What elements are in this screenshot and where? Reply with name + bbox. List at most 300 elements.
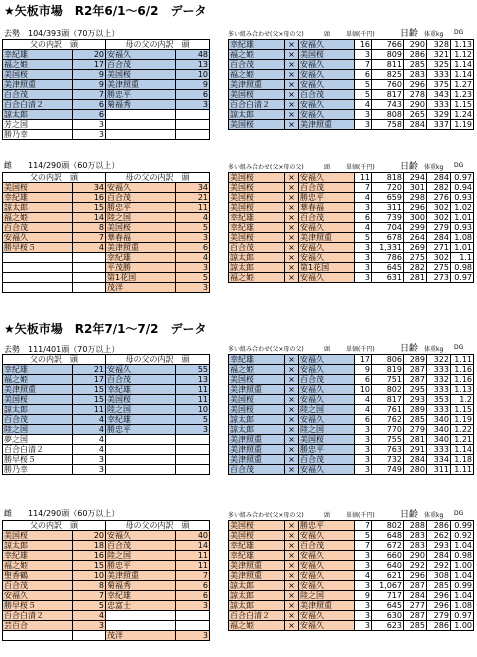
- dam-sire-count: 10: [176, 70, 210, 80]
- dam-sire-name: 陸之国: [106, 551, 176, 561]
- combination-table: [228, 520, 474, 631]
- dam-sire-name: 安福久: [299, 273, 355, 283]
- cross-mark: ×: [285, 375, 299, 385]
- dam-sire-count: 34: [176, 183, 210, 193]
- dam-sire-count: 10: [176, 405, 210, 415]
- sire-count: 16: [73, 551, 106, 561]
- unit-price: 802: [372, 385, 404, 395]
- combo-row: [229, 263, 474, 273]
- sire-count: 6: [73, 110, 106, 120]
- dam-sire-name: 安福久: [299, 355, 355, 365]
- cross-mark: ×: [285, 355, 299, 365]
- sire-name: 美国桜: [229, 521, 285, 531]
- cross-mark: ×: [285, 621, 299, 631]
- cross-mark: ×: [285, 70, 299, 80]
- unit-price: 645: [372, 601, 404, 611]
- dam-sire-name: 美津照重: [106, 243, 176, 253]
- dam-sire-name: 安福久: [299, 611, 355, 621]
- cross-mark: ×: [285, 611, 299, 621]
- daily-gain: 1.23: [451, 90, 474, 100]
- dam-sire-count: 3: [176, 425, 210, 435]
- daily-gain: 1.21: [451, 435, 474, 445]
- combo-row: [229, 193, 474, 203]
- dam-sire-count: 6: [176, 591, 210, 601]
- combo-row: [229, 110, 474, 120]
- unit-price: 749: [372, 465, 404, 475]
- daily-gain: 1.13: [451, 40, 474, 50]
- days-label: 日齢: [400, 162, 419, 172]
- unit-price: 672: [372, 541, 404, 551]
- head-count: 4: [355, 100, 372, 110]
- age-days: 291: [404, 445, 427, 455]
- cross-mark: ×: [285, 50, 299, 60]
- combo-label: 多い組み合わせ(父×母の父): [228, 31, 304, 38]
- dam-sire-name: 安福久: [299, 395, 355, 405]
- sire-name: 幸紀雄: [3, 193, 73, 203]
- dam-sire-header: 母の父の内訳 頭: [106, 173, 210, 183]
- dam-sire-count: [176, 455, 210, 465]
- cross-mark: ×: [285, 243, 299, 253]
- dam-sire-count: 3: [176, 100, 210, 110]
- unit-price: 631: [372, 273, 404, 283]
- dam-sire-name: 安福久: [299, 561, 355, 571]
- cross-mark: ×: [285, 465, 299, 475]
- combo-row: [229, 213, 474, 223]
- sire-name: 美国桜: [3, 531, 73, 541]
- head-count: 3: [355, 445, 372, 455]
- combo-row: [229, 203, 474, 213]
- sire-name: 幸紀雄: [3, 365, 73, 375]
- head-count: 4: [355, 405, 372, 415]
- weight-kg: 333: [427, 70, 451, 80]
- daily-gain: 1.01: [451, 243, 474, 253]
- combo-row: [229, 90, 474, 100]
- table-row: [3, 611, 210, 621]
- table-row: [3, 283, 210, 293]
- weight-kg: 286: [427, 521, 451, 531]
- cross-mark: ×: [285, 273, 299, 283]
- cross-mark: ×: [285, 531, 299, 541]
- unit-price: 758: [372, 120, 404, 130]
- unit-price: 786: [372, 253, 404, 263]
- age-days: 280: [404, 465, 427, 475]
- price-label: 単価(千円): [346, 31, 375, 38]
- dam-sire-name: [106, 120, 176, 130]
- head-count: 9: [355, 365, 372, 375]
- dam-sire-name: 安福久: [299, 581, 355, 591]
- age-days: 299: [404, 223, 427, 233]
- sire-header: 父の内訳 頭: [3, 521, 106, 531]
- dg-label: DG: [454, 510, 464, 517]
- age-days: 283: [404, 531, 427, 541]
- weight-kg: 275: [427, 263, 451, 273]
- sire-name: 安福久: [3, 591, 73, 601]
- combo-row: [229, 611, 474, 621]
- daily-gain: 1.00: [451, 621, 474, 631]
- dam-sire-count: [176, 611, 210, 621]
- weight-kg: 333: [427, 385, 451, 395]
- dam-sire-count: 55: [176, 365, 210, 375]
- weight-kg: 279: [427, 223, 451, 233]
- sire-name: 福之姫: [3, 375, 73, 385]
- age-days: 285: [404, 60, 427, 70]
- unit-price: 818: [372, 173, 404, 183]
- sire-name: 諒太郎: [229, 591, 285, 601]
- head-count: 4: [355, 223, 372, 233]
- age-days: 289: [404, 355, 427, 365]
- head-count: 5: [355, 80, 372, 90]
- sire-count: 15: [73, 203, 106, 213]
- combo-row: [229, 50, 474, 60]
- age-days: 290: [404, 40, 427, 50]
- dam-sire-name: 安福久: [299, 415, 355, 425]
- table-row: [3, 80, 210, 90]
- unit-price: 1,067: [372, 581, 404, 591]
- table-header-row: [3, 355, 210, 365]
- dam-sire-count: 11: [176, 203, 210, 213]
- sire-name: 百合茂: [229, 465, 285, 475]
- sire-header: 父の内訳 頭: [3, 173, 106, 183]
- weight-kg: 375: [427, 80, 451, 90]
- dam-sire-name: 安福久: [299, 531, 355, 541]
- weight-kg: 343: [427, 90, 451, 100]
- head-count: 3: [355, 110, 372, 120]
- unit-price: 630: [372, 611, 404, 621]
- table-row: [3, 110, 210, 120]
- sire-count: 20: [73, 50, 106, 60]
- unit-price: 623: [372, 621, 404, 631]
- unit-price: 763: [372, 445, 404, 455]
- sire-name: 美国桜: [229, 183, 285, 193]
- dam-sire-name: 美津照重: [299, 601, 355, 611]
- sire-name: 勝早桜５: [3, 601, 73, 611]
- table-row: [3, 405, 210, 415]
- dam-sire-name: 美津照重: [106, 571, 176, 581]
- cross-mark: ×: [285, 253, 299, 263]
- dam-sire-count: 14: [176, 541, 210, 551]
- section-title: ★矢板市場 R2年6/1～6/2 データ: [4, 4, 207, 18]
- sire-header: 父の内訳 頭: [3, 40, 106, 50]
- table-row: [3, 541, 210, 551]
- sire-name: 幸紀雄: [229, 213, 285, 223]
- dam-sire-name: 百合茂: [299, 213, 355, 223]
- sire-name: 芳之国: [3, 120, 73, 130]
- weight-kg: 334: [427, 455, 451, 465]
- dam-sire-count: 21: [176, 193, 210, 203]
- sire-count: 7: [73, 591, 106, 601]
- price-label: 単価(千円): [346, 164, 375, 171]
- weight-label: 体重kg: [424, 164, 444, 171]
- table-row: [3, 385, 210, 395]
- combo-row: [229, 173, 474, 183]
- heads-label: 頭: [324, 164, 331, 171]
- unit-price: 811: [372, 60, 404, 70]
- cross-mark: ×: [285, 120, 299, 130]
- dam-sire-name: 安福久: [299, 173, 355, 183]
- dam-sire-header: 母の父の内訳 頭: [106, 40, 210, 50]
- sire-name: 美津照重: [229, 435, 285, 445]
- sire-count: 15: [73, 395, 106, 405]
- combo-row: [229, 455, 474, 465]
- sire-name: 百合白清２: [3, 100, 73, 110]
- combo-header: [228, 29, 473, 39]
- age-days: 283: [404, 541, 427, 551]
- unit-price: 645: [372, 263, 404, 273]
- sire-count: 4: [73, 243, 106, 253]
- weight-kg: 333: [427, 100, 451, 110]
- table-row: [3, 213, 210, 223]
- dam-sire-name: 安福久: [299, 223, 355, 233]
- table-row: [3, 631, 210, 641]
- dam-sire-count: [176, 465, 210, 475]
- sire-name: 百合白清２: [229, 611, 285, 621]
- sire-count: 3: [73, 455, 106, 465]
- sire-name: 諒太郎: [229, 415, 285, 425]
- sire-count: 15: [73, 561, 106, 571]
- weight-kg: 329: [427, 110, 451, 120]
- combo-row: [229, 183, 474, 193]
- age-days: 295: [404, 385, 427, 395]
- sire-name: 美津照重: [229, 445, 285, 455]
- unit-price: 751: [372, 375, 404, 385]
- weight-kg: 273: [427, 273, 451, 283]
- age-days: 296: [404, 571, 427, 581]
- combo-row: [229, 465, 474, 475]
- cross-mark: ×: [285, 80, 299, 90]
- table-row: [3, 193, 210, 203]
- sire-count: 18: [73, 541, 106, 551]
- cross-mark: ×: [285, 561, 299, 571]
- combo-row: [229, 521, 474, 531]
- sire-name: 諒太郎: [229, 253, 285, 263]
- dg-label: DG: [454, 162, 464, 169]
- age-days: 286: [404, 50, 427, 60]
- weight-kg: 333: [427, 405, 451, 415]
- combo-row: [229, 233, 474, 243]
- cross-mark: ×: [285, 60, 299, 70]
- sire-name: 幸紀雄: [229, 541, 285, 551]
- combination-table: [228, 354, 474, 475]
- unit-price: 739: [372, 213, 404, 223]
- dam-sire-name: 安福久: [299, 551, 355, 561]
- combo-row: [229, 601, 474, 611]
- sire-name: 福之姫: [229, 273, 285, 283]
- cross-mark: ×: [285, 591, 299, 601]
- daily-gain: 1.08: [451, 233, 474, 243]
- sire-count: [73, 253, 106, 263]
- cross-mark: ×: [285, 40, 299, 50]
- age-days: 285: [404, 621, 427, 631]
- weight-kg: 282: [427, 183, 451, 193]
- sire-name: 美津照重: [3, 80, 73, 90]
- sire-count: 3: [73, 465, 106, 475]
- sire-count: 14: [73, 213, 106, 223]
- sire-name: 幸紀雄: [229, 551, 285, 561]
- sire-count: 4: [73, 425, 106, 435]
- sire-name: 諒太郎: [3, 405, 73, 415]
- daily-gain: 1.19: [451, 120, 474, 130]
- dam-sire-count: [176, 120, 210, 130]
- dam-sire-name: 百合茂: [106, 375, 176, 385]
- sire-count: 16: [73, 193, 106, 203]
- sire-count: 8: [73, 581, 106, 591]
- cross-mark: ×: [285, 415, 299, 425]
- dam-sire-name: 茂洋: [106, 631, 176, 641]
- weight-kg: 276: [427, 193, 451, 203]
- age-days: 284: [404, 120, 427, 130]
- sire-name: 幸紀雄: [229, 355, 285, 365]
- sire-name: 諒太郎: [229, 110, 285, 120]
- age-days: 277: [404, 601, 427, 611]
- daily-gain: 1.04: [451, 541, 474, 551]
- price-label: 単価(千円): [346, 346, 375, 353]
- dam-sire-name: 第1花国: [299, 263, 355, 273]
- age-days: 285: [404, 415, 427, 425]
- sire-name: 美国桜: [229, 405, 285, 415]
- unit-price: 760: [372, 80, 404, 90]
- head-count: 3: [355, 435, 372, 445]
- age-days: 283: [404, 70, 427, 80]
- age-days: 290: [404, 551, 427, 561]
- daily-gain: 1.15: [451, 100, 474, 110]
- cross-mark: ×: [285, 455, 299, 465]
- dam-sire-name: 平茂勝: [106, 263, 176, 273]
- combo-row: [229, 531, 474, 541]
- sire-name: 美国桜: [229, 375, 285, 385]
- sire-count: 11: [73, 405, 106, 415]
- table-row: [3, 435, 210, 445]
- sire-name: 美国桜: [229, 90, 285, 100]
- age-days: 292: [404, 561, 427, 571]
- unit-price: 732: [372, 455, 404, 465]
- sire-name: 美津照重: [229, 561, 285, 571]
- sire-name: 百合茂: [3, 90, 73, 100]
- sire-name: 諒太郎: [229, 581, 285, 591]
- table-row: [3, 425, 210, 435]
- daily-gain: 1.27: [451, 80, 474, 90]
- dam-sire-name: 安福久: [299, 70, 355, 80]
- weight-kg: 292: [427, 561, 451, 571]
- unit-price: 761: [372, 405, 404, 415]
- dam-sire-count: [176, 435, 210, 445]
- table-row: [3, 130, 210, 140]
- dam-sire-name: 美津照重: [106, 80, 176, 90]
- table-row: [3, 253, 210, 263]
- unit-price: 720: [372, 183, 404, 193]
- dam-sire-count: 3: [176, 601, 210, 611]
- dam-sire-count: [176, 621, 210, 631]
- age-days: 279: [404, 425, 427, 435]
- cross-mark: ×: [285, 435, 299, 445]
- head-count: 7: [355, 541, 372, 551]
- age-days: 281: [404, 435, 427, 445]
- weight-label: 体重kg: [424, 512, 444, 519]
- breakdown-table: [2, 354, 210, 475]
- dam-sire-count: 5: [176, 415, 210, 425]
- sire-count: [73, 263, 106, 273]
- daily-gain: 1.1: [451, 253, 474, 263]
- unit-price: 817: [372, 395, 404, 405]
- dam-sire-name: [106, 445, 176, 455]
- sire-count: 17: [73, 60, 106, 70]
- daily-gain: 1.2: [451, 395, 474, 405]
- dam-sire-name: 勝忠平: [299, 521, 355, 531]
- head-count: 3: [355, 203, 372, 213]
- dam-sire-name: 安福久: [299, 253, 355, 263]
- sire-name: 諒太郎: [3, 203, 73, 213]
- sire-name: 福之姫: [3, 60, 73, 70]
- cross-mark: ×: [285, 425, 299, 435]
- dam-sire-count: 3: [176, 263, 210, 273]
- dam-sire-name: 幸紀雄: [106, 253, 176, 263]
- daily-gain: 0.93: [451, 193, 474, 203]
- unit-price: 762: [372, 415, 404, 425]
- weight-kg: 340: [427, 425, 451, 435]
- dam-sire-name: 勝忠平: [299, 445, 355, 455]
- daily-gain: 1.04: [451, 571, 474, 581]
- head-count: 3: [355, 50, 372, 60]
- dam-sire-name: 美国桜: [106, 395, 176, 405]
- dam-sire-count: [176, 445, 210, 455]
- dam-sire-name: [106, 110, 176, 120]
- dam-sire-name: 安福久: [299, 465, 355, 475]
- sire-name: 福之姫: [229, 70, 285, 80]
- head-count: 6: [355, 213, 372, 223]
- sire-name: [3, 263, 73, 273]
- weight-kg: 284: [427, 173, 451, 183]
- head-count: 10: [355, 385, 372, 395]
- dam-sire-name: 美津照重: [299, 120, 355, 130]
- sire-count: 21: [73, 365, 106, 375]
- combo-row: [229, 621, 474, 631]
- weight-kg: 302: [427, 213, 451, 223]
- combo-row: [229, 60, 474, 70]
- sire-count: 34: [73, 183, 106, 193]
- sire-name: 聖香鶴: [3, 571, 73, 581]
- daily-gain: 0.98: [451, 263, 474, 273]
- head-count: 3: [355, 455, 372, 465]
- sire-name: 福之姫: [3, 561, 73, 571]
- head-count: 3: [355, 465, 372, 475]
- dam-sire-count: 6: [176, 243, 210, 253]
- sire-count: 4: [73, 611, 106, 621]
- table-row: [3, 551, 210, 561]
- dam-sire-name: [106, 465, 176, 475]
- sire-name: 美国桜: [229, 395, 285, 405]
- daily-gain: 0.94: [451, 183, 474, 193]
- age-days: 278: [404, 90, 427, 100]
- unit-price: 743: [372, 100, 404, 110]
- head-count: 9: [355, 591, 372, 601]
- block-subtitle: 去勢 104/393頭（70万以上）: [4, 29, 120, 38]
- sire-name: 美津照重: [229, 455, 285, 465]
- combo-row: [229, 405, 474, 415]
- daily-gain: 1.16: [451, 375, 474, 385]
- daily-gain: 0.99: [451, 521, 474, 531]
- unit-price: 311: [372, 203, 404, 213]
- head-count: 3: [355, 551, 372, 561]
- sire-name: 美国桜: [229, 173, 285, 183]
- cross-mark: ×: [285, 193, 299, 203]
- table-row: [3, 581, 210, 591]
- dam-sire-name: 幸紀雄: [106, 385, 176, 395]
- dam-sire-name: 勝忠平: [106, 425, 176, 435]
- sire-name: 勝早桜５: [3, 243, 73, 253]
- cross-mark: ×: [285, 395, 299, 405]
- dam-sire-count: 3: [176, 631, 210, 641]
- cross-mark: ×: [285, 173, 299, 183]
- weight-kg: 321: [427, 50, 451, 60]
